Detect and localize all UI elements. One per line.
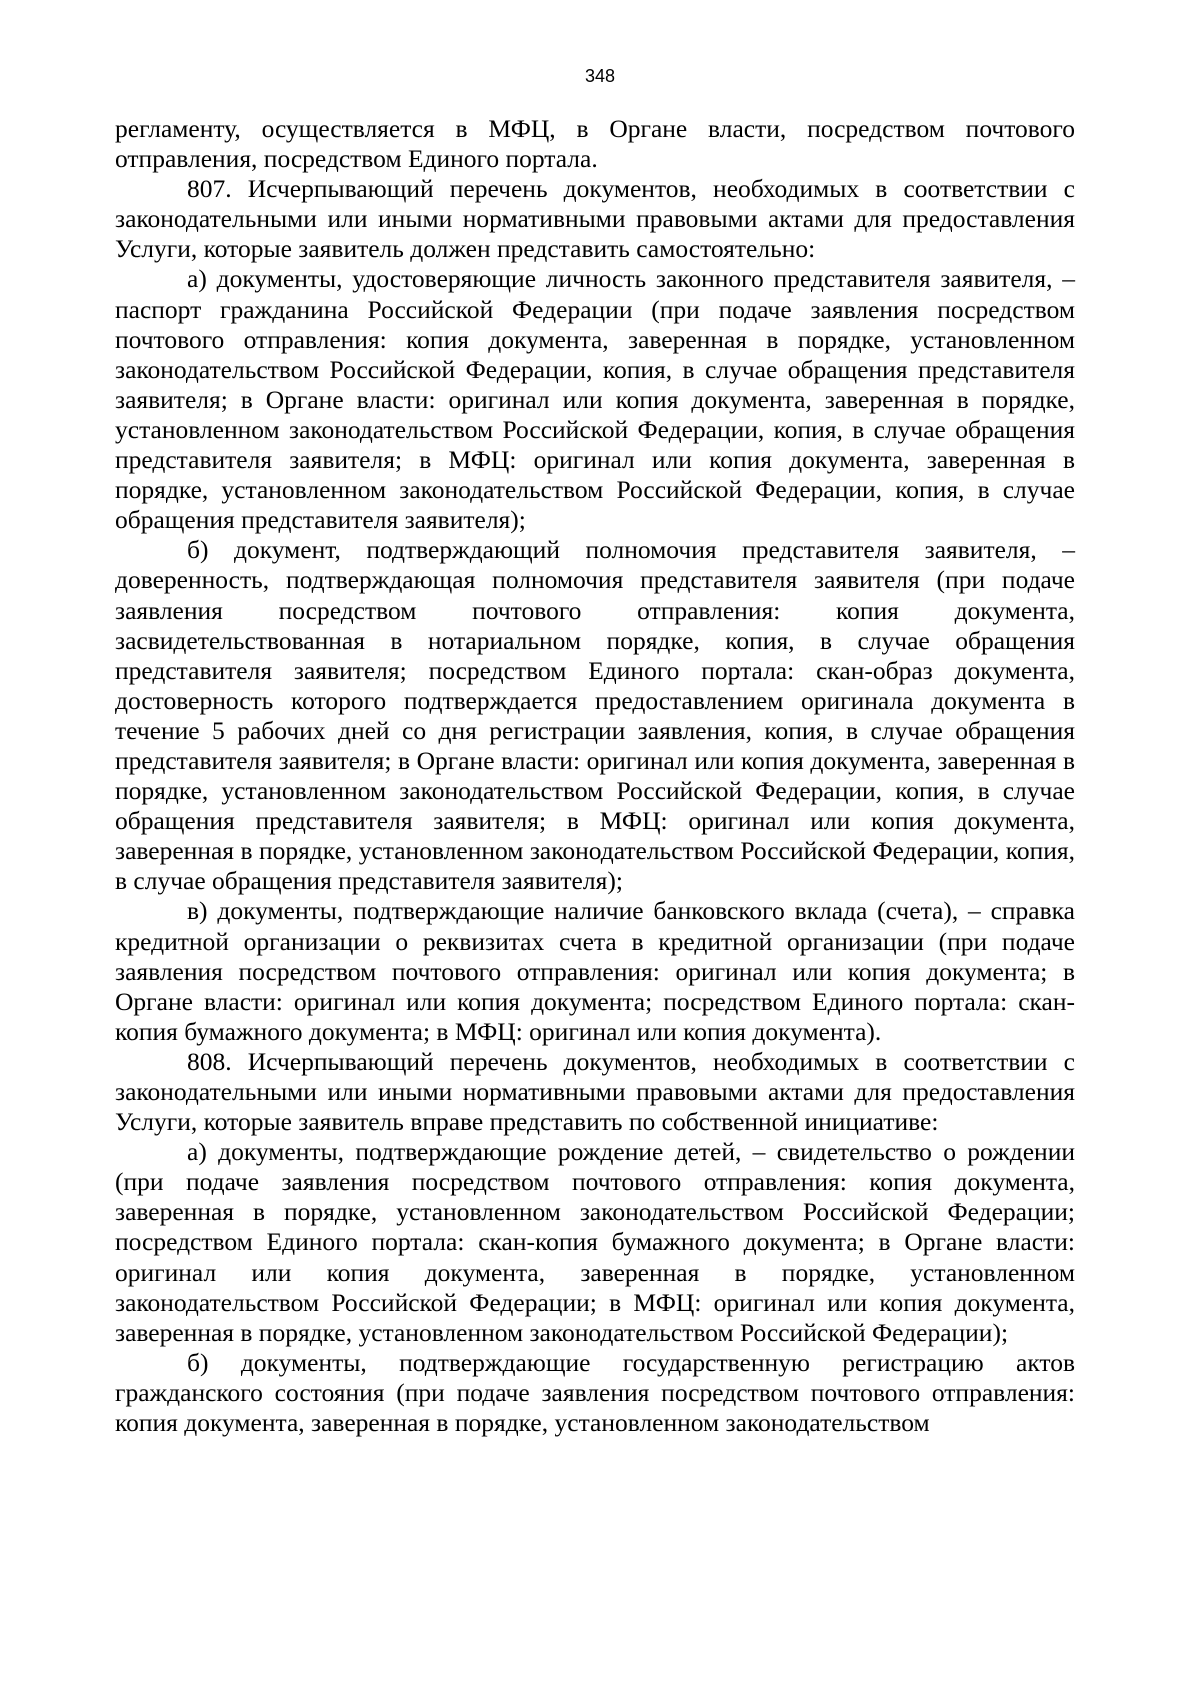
paragraph-807: 807. Исчерпывающий перечень документов, необходимых в соответствии с законодательными или иными нормативными правовыми актами для предоставления Услуги, которые заявитель должен представить самостоятельно: xyxy=(115,174,1075,264)
paragraph-807-a: а) документы, удостоверяющие личность законного представителя заявителя, – паспорт гражданина Российской Федерации (при подаче заявления посредством почтового отправления: копия документа, заверенная в порядке, установленном законодательством Российской Федерации, копия, в случае обращения представителя заявителя; в Органе власти: оригинал или копия документа, заверенная в порядке, установленном законодательством Российской Федерации, копия, в случае обращения представителя заявителя; в МФЦ: оригинал или копия документа, заверенная в порядке, установленном законодательством Российской Федерации, копия, в случае обращения представителя заявителя); xyxy=(115,264,1075,535)
paragraph-808-b: б) документы, подтверждающие государственную регистрацию актов гражданского состояния (при подаче заявления посредством почтового отправления: копия документа, заверенная в порядке, установленном законодательством xyxy=(115,1347,1075,1438)
document-body xyxy=(115,114,1075,1438)
paragraph-807-v: в) документы, подтверждающие наличие банковского вклада (счета), – справка кредитной организации о реквизитах счета в кредитной организации (при подаче заявления посредством почтового отправления: оригинал или копия документа; в Органе власти: оригинал или копия документа; посредством Единого портала: скан-копия бумажного документа; в МФЦ: оригинал или копия документа). xyxy=(115,896,1075,1046)
paragraph-continuation: регламенту, осуществляется в МФЦ, в Органе власти, посредством почтового отправления, посредством Единого портала. xyxy=(115,114,1075,174)
page-number: 348 xyxy=(584,66,616,86)
paragraph-807-b: б) документ, подтверждающий полномочия представителя заявителя, – доверенность, подтверждающая полномочия представителя заявителя (при подаче заявления посредством почтового отправления: копия документа, засвидетельствованная в нотариальном порядке, копия, в случае обращения представителя заявителя; посредством Единого портала: скан-образ документа, достоверность которого подтверждается предоставлением оригинала документа в течение 5 рабочих дней со дня регистрации заявления, копия, в случае обращения представителя заявителя; в Органе власти: оригинал или копия документа, заверенная в порядке, установленном законодательством Российской Федерации, копия, в случае обращения представителя заявителя; в МФЦ: оригинал или копия документа, заверенная в порядке, установленном законодательством Российской Федерации, копия, в случае обращения представителя заявителя); xyxy=(115,535,1075,896)
paragraph-808-a: а) документы, подтверждающие рождение детей, – свидетельство о рождении (при подаче заявления посредством почтового отправления: копия документа, заверенная в порядке, установленном законодательством Российской Федерации; посредством Единого портала: скан-копия бумажного документа; в Органе власти: оригинал или копия документа, заверенная в порядке, установленном законодательством Российской Федерации; в МФЦ: оригинал или копия документа, заверенная в порядке, установленном законодательством Российской Федерации); xyxy=(115,1137,1075,1347)
paragraph-808: 808. Исчерпывающий перечень документов, необходимых в соответствии с законодательными или иными нормативными правовыми актами для предоставления Услуги, которые заявитель вправе представить по собственной инициативе: xyxy=(115,1046,1075,1137)
